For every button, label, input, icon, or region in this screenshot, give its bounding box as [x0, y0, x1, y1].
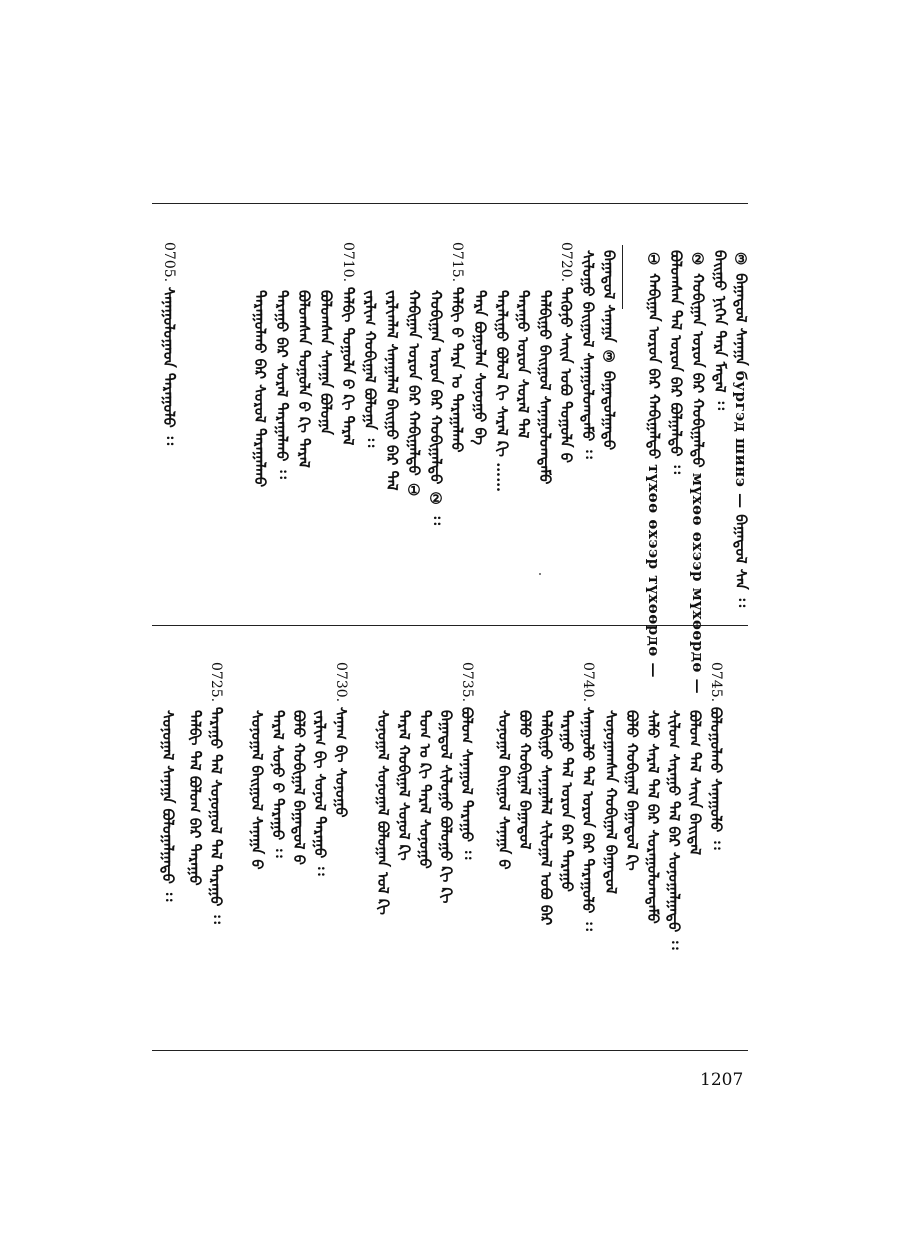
footnote-marker: ②: [689, 250, 707, 268]
verse-line: [312, 710, 327, 876]
verse-text: ᠰᠣᠨᠣᠭᠠᠯ ᠰᠠᠨᠠᠭᠠ ᠪᠣᠯᠤᠭᠠᠯᠭᠠᠳᠤ ᠄᠄: [159, 710, 177, 902]
verse-text: ᠲᠣᠭ ᠤ ᠺᠢ ᠲᠠᠷᠠᠯ ᠰᠣᠨᠣᠭᠤ: [416, 710, 434, 869]
page-number: 1207: [700, 1070, 744, 1090]
verse-text: ᠪᠣᠯᠤᠭᠰᠠᠨ ᠲᠣᠭᠤᠯᠠ ᠪ ᠺᠢ ᠲᠠᠷᠠᠯ: [295, 290, 313, 468]
verse-line: [428, 290, 443, 525]
verse-text: ᠲᠠᠷᠠᠭᠤᠯᠬᠤ ᠪᠠᠷ ᠰᠣᠷᠤᠯ ᠲᠠᠷᠠᠭᠠᠯᠬᠤ: [251, 290, 269, 488]
verse-text: ᠰᠣᠨᠣᠭᠠᠭᠰᠠᠨ ᠬᠤᠪᠢᠭᠠᠯ ᠪᠠᠭᠠᠳᠤᠯ: [602, 710, 620, 895]
line-number: 0740.: [580, 662, 596, 703]
verse-text: ᠲᠠᠷᠠᠯ ᠬᠤᠪᠢᠭᠠᠯ ᠰᠣᠨᠣᠯ ᠺᠢ: [395, 710, 413, 861]
footnote-line: [690, 250, 705, 694]
verse-line: [396, 710, 411, 861]
verse-line: [558, 242, 573, 463]
verse-text: ᠲᠠᠯᠪᠢ ᠲᠠᠯ ᠪᠣᠯᠤᠭ ᠪᠠᠷ ᠲᠠᠷᠠᠭᠤ: [186, 710, 204, 886]
verse-text: ᠰᠢᠯᠤᠭ ᠰᠠᠷᠠᠭᠤ ᠲᠠᠯ ᠪᠠᠷ ᠰᠣᠨᠣᠭᠠᠯᠭᠠᠳᠤ ᠄᠄: [665, 710, 683, 950]
mark-dot: [539, 573, 541, 575]
line-number: 0745.: [708, 662, 724, 703]
verse-line: [601, 250, 616, 450]
verse-text: ᠪᠠᠭᠠᠳᠤᠯ ᠰᠠᠨᠠᠭᠠ ③ ᠪᠠᠭᠠᠳᠤᠯᠭᠠᠳᠤ: [600, 250, 618, 451]
verse-line: [270, 710, 285, 858]
verse-line: [517, 710, 532, 849]
verse-line: [494, 290, 509, 492]
verse-text: ᠲᠠᠯᠪᠢᠭᠤ ᠪᠠᠢ᠌ᠭᠤᠯ ᠰᠠᠨᠠᠭᠤᠯᠤᠭᠳᠠᠮᠤ: [536, 290, 554, 485]
verse-line: [318, 290, 333, 435]
verse-text: ᠲᠠᠯᠪᠢ ᠪ ᠲᠠᠷᠠ ᠤ ᠲᠠᠷᠠᠭᠠᠯᠬᠤ: [448, 286, 466, 453]
verse-line: [291, 710, 306, 865]
line-number: 0725.: [208, 662, 224, 703]
verse-line: [624, 710, 639, 871]
footnote-marker: ①: [645, 250, 663, 268]
verse-text: ᠪᠣᠯᠤ ᠬᠤᠪᠢᠭᠠᠯ ᠪᠠᠭᠠᠳᠤᠯ ᠪ: [290, 710, 308, 865]
verse-text: ᠰᠣᠨᠣᠭᠠᠯ ᠪᠠᠢ᠌ᠭᠤᠯ ᠰᠠᠨᠠᠭᠠ ᠪ: [495, 710, 513, 870]
verse-line: [645, 710, 660, 924]
verse-line: [161, 242, 176, 445]
verse-line: [580, 662, 595, 931]
verse-line: [417, 710, 432, 869]
line-number: 0705.: [161, 242, 177, 283]
verse-line: [687, 710, 702, 855]
line-number: 0735.: [459, 662, 475, 703]
verse-line: [375, 710, 390, 915]
verse-line: [472, 290, 487, 445]
verse-line: [187, 710, 202, 886]
verse-line: [333, 662, 348, 817]
verse-line: [708, 662, 723, 850]
verse-line: [296, 290, 311, 468]
verse-text: ᠲᠠᠷᠠᠯ ᠰᠣᠨᠣ ᠪ ᠲᠠᠷᠠᠭᠤ ᠄᠄: [269, 710, 287, 858]
footnote-marker: ③: [732, 250, 750, 268]
footnote-text: ᠬᠠᠪᠢᠭᠠᠨ ᠣᠷᠤᠨ ᠪᠠᠷ ᠬᠠᠪᠢᠭᠠᠯᠳᠤ түхөө өхээр түхөөрдө —: [645, 273, 663, 678]
footnote-line: [712, 250, 727, 410]
verse-text: ᠬᠤᠪᠢᠭᠠᠨ ᠣᠷᠤᠨ ᠪᠠᠷ ᠬᠤᠪᠢᠭᠠᠯᠳᠤ ② ᠄᠄: [427, 290, 445, 525]
verse-text: ᠲᠠᠷᠠᠭᠤ ᠲᠠᠯ ᠰᠣᠨᠣᠭᠤᠯ ᠲᠠᠯ ᠲᠠᠷᠠᠭᠤ ᠄᠄: [207, 706, 225, 924]
verse-text: ᠪᠣᠯᠤ ᠬᠤᠪᠢᠭᠠᠯ ᠪᠠᠭᠠᠳᠤᠯ: [516, 710, 534, 850]
footnote-text: ᠪᠤᠯᠤᠭᠰᠠᠨ ᠲᠠᠯ ᠣᠷᠤᠨ ᠪᠠᠷ ᠪᠣᠯᠭᠠᠯᠳᠤ ᠄᠄: [667, 250, 685, 474]
verse-line: [580, 250, 595, 459]
footnote-line: [668, 250, 683, 474]
line-number: 0720.: [558, 242, 574, 283]
verse-text: ᠪᠣᠯᠤᠭᠰᠠᠨ ᠰᠠᠨᠠᠭᠠ ᠪᠣᠯᠤᠭᠠ: [317, 290, 335, 435]
verse-text: ᠪᠣᠯᠤᠭ ᠰᠠᠨᠠᠭᠤᠯ ᠲᠠᠷᠠᠭᠤ ᠄᠄: [458, 706, 476, 860]
verse-line: [666, 710, 681, 950]
verse-line: [362, 290, 377, 447]
verse-text: ᠲᠠᠷᠠᠭᠤ ᠣᠷᠤᠨ ᠰᠤᠷᠠᠯ ᠲᠠᠯ: [514, 290, 532, 439]
verse-line: [249, 710, 264, 870]
verse-line: [274, 290, 289, 479]
verse-text: ᠵᠠᠷᠯᠢᠭᠯᠠᠯ ᠰᠠᠨᠠᠭᠠᠯᠠᠯ ᠪᠠᠢ᠌ᠭᠤ ᠪᠠᠷ ᠲᠠᠯ: [383, 290, 401, 491]
verse-line: [406, 290, 421, 499]
verse-text: ᠪᠣᠯᠤᠭᠤᠯᠬᠤ ᠰᠠᠨᠠᠭᠤᠯᠤ ᠄᠄: [707, 706, 725, 850]
verse-text: ᠰᠢᠯᠤᠭᠤ ᠪᠠᠢ᠌ᠭᠤᠯ ᠰᠠᠨᠠᠭᠤᠯᠤᠭᠳᠠᠮᠤ ᠄᠄: [579, 250, 597, 459]
verse-text: ᠰᠠᠨᠠᠭᠤᠯᠤᠭᠠᠳ ᠲᠠᠷᠠᠭᠤᠯᠤ ᠄᠄: [160, 286, 178, 446]
verse-text: ᠪᠣᠯᠤ ᠬᠤᠪᠢᠭᠠᠯ ᠪᠠᠭᠠᠳᠤᠯ ᠺᠢ: [623, 710, 641, 871]
verse-text: ᠬᠠᠪᠢᠭᠠᠨ ᠣᠷᠤᠨ ᠪᠠᠷ ᠬᠠᠪᠢᠭᠠᠯᠳᠤ ①: [405, 290, 423, 499]
verse-line: [515, 290, 530, 438]
footnote-line: [646, 250, 661, 678]
verse-text: ᠲᠠᠷᠠ ᠪᠣᠭᠤᠯᠠᠨ ᠰᠣᠨᠣᠭᠤ ᠪᠠ: [471, 290, 489, 446]
verse-line: [538, 710, 553, 925]
verse-line: [449, 242, 464, 453]
footnote-line: [733, 250, 748, 607]
verse-line: [603, 710, 618, 894]
verse-line: [459, 662, 474, 859]
verse-text: ᠰᠠᠨᠠᠭᠤᠯᠤ ᠲᠠᠯ ᠣᠷᠤᠨ ᠪᠠᠷ ᠲᠠᠷᠠᠭᠤᠯᠤ ᠄᠄: [579, 706, 597, 931]
verse-text: ᠲᠠᠷᠠᠭᠤ ᠪᠠᠷ ᠰᠤᠷᠠᠯ ᠲᠠᠷᠠᠭᠠᠯᠬᠤ ᠄᠄: [273, 290, 291, 479]
footnote-text: ᠪᠠᠢ᠌ᠭᠤ ᠨᠢᠭᠡᠨ ᠲᠡᠷᠡ ᠮᠡᠳᠡᠯ ᠄᠄: [711, 250, 729, 410]
verse-text: ᠵᠠᠷᠯᠢᠭ ᠪᠢ ᠰᠣᠨᠣᠯ ᠲᠠᠷᠠᠭᠤ ᠄᠄: [311, 710, 329, 876]
footnote-text: ᠪᠠᠭᠠᠳᠤᠯ ᠰᠠᠨᠠᠭᠠ бургэд шинэ — ᠪᠠᠭᠠᠳᠤᠯ ᠰᠠᠨ ᠄᠄: [732, 273, 750, 608]
line-number: 0715.: [449, 242, 465, 283]
verse-line: [537, 290, 552, 484]
footnote-text: ᠬᠤᠪᠢᠭᠠᠨ ᠣᠷᠤᠨ ᠪᠠᠷ ᠬᠤᠪᠢᠭᠠᠯᠳᠤ мүхөө өхээр мүхөөрдө —: [689, 273, 707, 695]
verse-text: ᠰᠣᠨᠣᠭᠠᠯ ᠪᠠᠢ᠌ᠭᠤᠯ ᠰᠠᠨᠠᠭᠠ ᠪ: [248, 710, 266, 870]
verse-line: [208, 662, 223, 924]
verse-text: ᠲᠠᠷᠠᠭᠤ ᠲᠠᠯ ᠣᠷᠤᠨ ᠪᠠᠷ ᠲᠠᠷᠠᠭᠤ: [558, 710, 576, 892]
verse-text: ᠰᠠᠨᠠᠭ ᠪᠢ ᠰᠣᠨᠣᠭᠤ: [332, 706, 350, 818]
verse-line: [559, 710, 574, 892]
verse-line: [384, 290, 399, 491]
verse-text: ᠲᠠᠯᠪᠢᠭᠤ ᠰᠠᠨᠠᠭᠠᠯᠠᠯ ᠰᠢᠯᠤᠭᠠᠯ ᠤᠪᠤ ᠪᠠᠷ: [537, 710, 555, 926]
top-rule: [152, 203, 748, 204]
verse-line: [252, 290, 267, 487]
bottom-rule: [152, 1050, 748, 1051]
verse-line: [438, 710, 453, 903]
verse-text: ᠲᠡᠭᠦᠨᠦ ᠰᠠᠢ᠌ᠨ ᠤᠪᠤ ᠲᠣᠭᠤᠯᠠ ᠪ: [557, 286, 575, 463]
footnote-separator: [622, 245, 623, 309]
verse-text: ᠵᠠᠷᠯᠢᠭ ᠬᠤᠪᠢᠭᠠᠯ ᠪᠣᠯᠤᠭᠠ ᠄᠄: [361, 290, 379, 448]
verse-line: [496, 710, 511, 870]
verse-text: ᠰᠠᠯᠤ ᠰᠠᠷᠠᠯ ᠲᠠᠯ ᠪᠠᠷ ᠰᠤᠷᠠᠭᠤᠯᠤᠭᠳᠠᠮᠤ: [644, 710, 662, 924]
verse-text: ᠰᠣᠨᠣᠭᠠᠯ ᠰᠣᠨᠣᠭᠠᠯ ᠪᠣᠯᠤᠭᠠᠨ ᠤᠯ ᠺᠢ: [374, 710, 392, 915]
line-number: 0730.: [333, 662, 349, 703]
verse-text: ᠲᠠᠷᠠᠯᠢᠭᠤ ᠪᠣᠯᠤᠯ ᠺᠢ ᠰᠠᠷᠠᠯ ᠺᠢ ……: [493, 290, 511, 493]
line-number: 0710.: [340, 242, 356, 283]
verse-text: ᠲᠠᠯᠪᠢ ᠲᠣᠭᠤᠯᠠ ᠪ ᠺᠢ ᠲᠠᠷᠠᠯ: [339, 286, 357, 446]
verse-text: ᠪᠣᠯᠤᠭ ᠲᠠᠯ ᠰᠠᠢ᠌ᠨ ᠪᠠᠢ᠌ᠳᠠᠯ: [686, 710, 704, 856]
verse-line: [340, 242, 355, 445]
verse-text: ᠪᠠᠭᠠᠳᠤᠯ ᠰᠢᠯᠤᠭᠤ ᠪᠣᠯᠤᠭᠤ ᠺᠢ ᠺᠢ: [437, 710, 455, 904]
verse-line: [160, 710, 175, 901]
